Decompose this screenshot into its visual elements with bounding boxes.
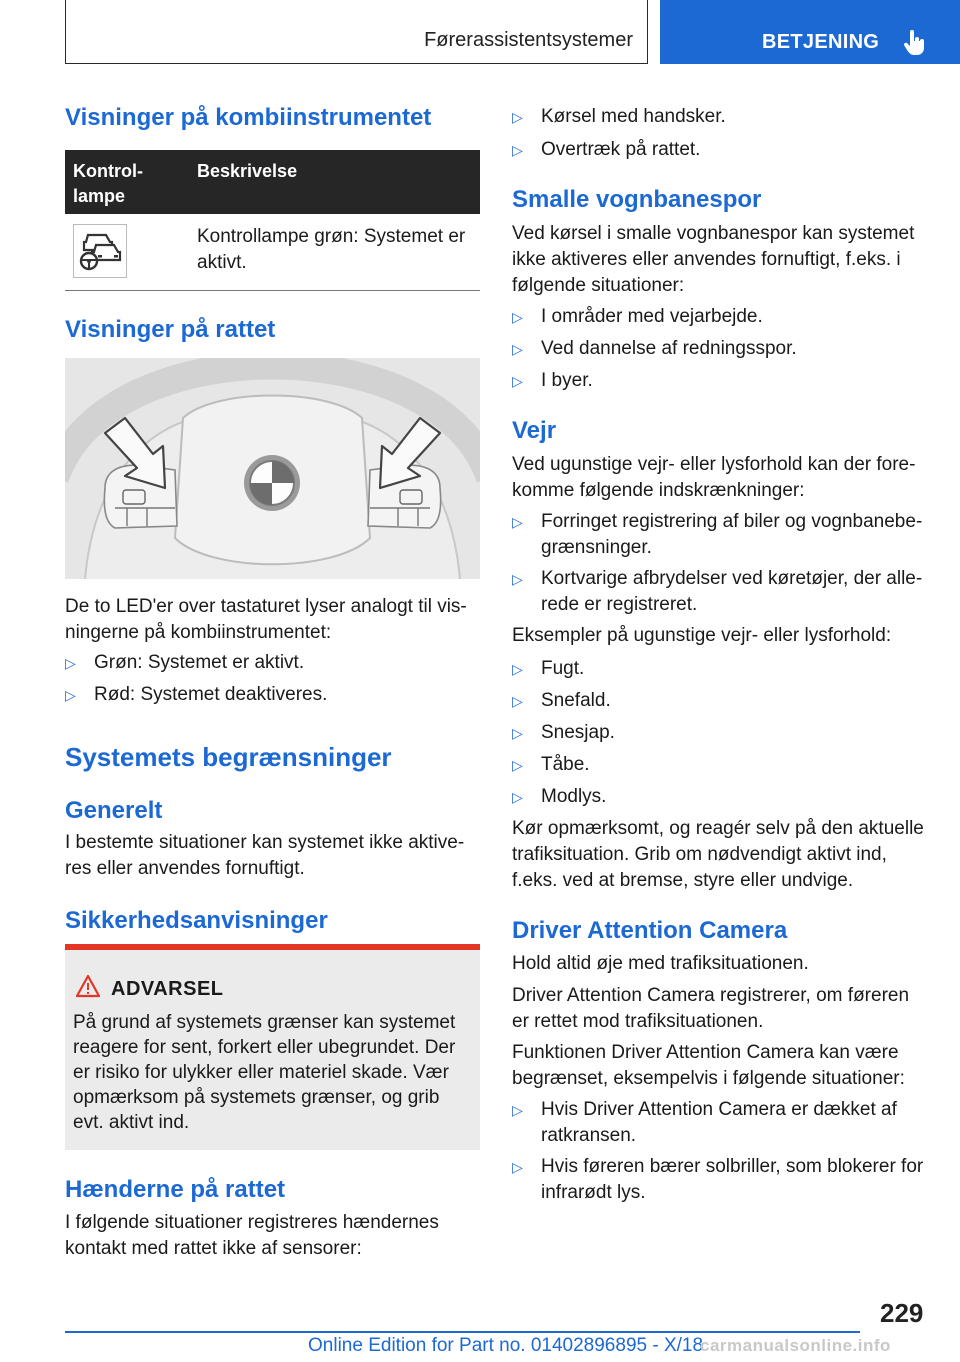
list-item [512, 784, 930, 810]
table-rule [65, 290, 480, 291]
list-item-text: Tåbe. [541, 754, 590, 775]
warning-title: ADVARSEL [111, 978, 224, 1000]
table-col-description: Beskrivelse [197, 161, 298, 181]
heading-safety: Sikkerhedsanvisninger [65, 907, 328, 934]
header-section-box [65, 0, 648, 64]
examples-paragraph: Eksempler på ugunstige vejr- eller lysforhold: [512, 625, 892, 646]
hand-pointer-icon [903, 30, 925, 56]
triangle-bullet-icon: ▷ [512, 142, 523, 158]
list-item [512, 304, 930, 330]
triangle-bullet-icon: ▷ [512, 757, 523, 773]
list-item [512, 509, 930, 561]
list-item [512, 752, 930, 778]
steering-wheel-illustration [65, 358, 480, 579]
triangle-bullet-icon: ▷ [512, 1102, 523, 1118]
lane-assist-lamp-icon [73, 224, 127, 278]
list-item-text: Kortvarige afbrydelser ved køretøjer, der alle-rede er registreret. [541, 568, 923, 615]
watermark-logo: carmanualsonline.info [700, 1336, 891, 1355]
footer-edition: Online Edition for Part no. 01402896895 - X/18 [308, 1335, 704, 1356]
narrow-paragraph: Ved kørsel i smalle vognbanespor kan systemet ikke aktiveres eller anvendes fornuftigt, f.eks. i følgende situationer: [512, 223, 915, 296]
triangle-bullet-icon: ▷ [512, 789, 523, 805]
list-item [512, 104, 930, 130]
list-item-text: I byer. [541, 370, 593, 391]
warning-body: På grund af systemets grænser kan systemet reagere for sent, forkert eller ubegrundet. Der er risiko for ulykker eller materiel skade. Vær opmærksom på systemets grænser, og grib evt. aktivt ind. [73, 1012, 456, 1133]
attention-paragraph: Kør opmærksomt, og reagér selv på den aktuelle trafiksituation. Grib om nødvendigt aktivt ind, f.eks. ved at bremse, styre eller undvige. [512, 818, 924, 891]
list-item-text: Snesjap. [541, 722, 615, 743]
triangle-bullet-icon: ▷ [512, 514, 523, 530]
triangle-bullet-icon: ▷ [512, 309, 523, 325]
footer-rule [65, 1331, 860, 1333]
general-paragraph: I bestemte situationer kan systemet ikke aktive-res eller anvendes fornuftigt. [65, 832, 465, 879]
heading-camera: Driver Attention Camera [512, 917, 788, 944]
camera-paragraph-2: Driver Attention Camera registrerer, om føreren er rettet mod trafiksituationen. [512, 985, 910, 1032]
heading-narrow-lanes: Smalle vognbanespor [512, 186, 762, 213]
list-item-text: I områder med vejarbejde. [541, 306, 763, 327]
table-row-description: Kontrollampe grøn: Systemet er aktivt. [197, 226, 466, 273]
heading-weather: Vejr [512, 417, 557, 444]
header-tab-label: BETJENING [762, 31, 880, 53]
list-item-text: Fugt. [541, 658, 585, 679]
list-item-text: Hvis Driver Attention Camera er dækket af ratkransen. [541, 1099, 897, 1146]
hands-paragraph: I følgende situationer registreres hændernes kontakt med rattet ikke af sensorer: [65, 1212, 439, 1259]
triangle-bullet-icon: ▷ [512, 109, 523, 125]
list-item-text: Forringet registrering af biler og vognbanebe-grænsninger. [541, 511, 923, 558]
header-section-title: Førerassistentsystemer [424, 29, 633, 51]
warning-box [65, 944, 480, 1150]
list-item [65, 682, 480, 708]
list-item [512, 566, 930, 618]
camera-paragraph-1: Hold altid øje med trafiksituationen. [512, 953, 809, 974]
page-number: 229 [880, 1298, 924, 1328]
triangle-bullet-icon: ▷ [512, 661, 523, 677]
triangle-bullet-icon: ▷ [512, 341, 523, 357]
list-item [512, 688, 930, 714]
triangle-bullet-icon: ▷ [512, 571, 523, 587]
list-item [512, 1154, 930, 1206]
triangle-bullet-icon: ▷ [512, 725, 523, 741]
list-item [512, 1097, 930, 1149]
list-item [65, 650, 480, 676]
triangle-bullet-icon: ▷ [512, 1159, 523, 1175]
camera-paragraph-3: Funktionen Driver Attention Camera kan være begrænset, eksempelvis i følgende situationer: [512, 1042, 905, 1089]
triangle-bullet-icon: ▷ [65, 687, 76, 703]
list-item-text: Hvis føreren bærer solbriller, som blokerer for infrarødt lys. [541, 1156, 924, 1203]
table-header [65, 150, 480, 214]
triangle-bullet-icon: ▷ [65, 655, 76, 671]
table-col-lamp [73, 159, 143, 209]
list-item-text: Ved dannelse af redningsspor. [541, 338, 797, 359]
list-item [512, 720, 930, 746]
triangle-bullet-icon: ▷ [512, 693, 523, 709]
list-item-text: Snefald. [541, 690, 611, 711]
weather-paragraph: Ved ugunstige vejr- eller lysforhold kan der fore-komme følgende indskrænkninger: [512, 454, 916, 501]
list-item [512, 137, 930, 163]
table-col-lamp-label: Kontrol- lampe [73, 161, 143, 206]
triangle-bullet-icon: ▷ [512, 373, 523, 389]
heading-indicators: Visninger på kombiinstrumentet [65, 104, 432, 131]
list-item-text: Modlys. [541, 786, 607, 807]
list-item-text: Kørsel med handsker. [541, 106, 726, 127]
heading-general: Generelt [65, 797, 163, 824]
warning-triangle-icon [75, 974, 101, 998]
heading-hands: Hænderne på rattet [65, 1176, 286, 1203]
heading-limits: Systemets begrænsninger [65, 742, 392, 772]
header-tab[interactable] [660, 0, 960, 64]
heading-wheel-indicators: Visninger på rattet [65, 316, 276, 343]
list-item-text: Overtræk på rattet. [541, 139, 701, 160]
list-item [512, 656, 930, 682]
list-item-text: Rød: Systemet deaktiveres. [94, 684, 328, 705]
list-item-text: Grøn: Systemet er aktivt. [94, 652, 305, 673]
list-item [512, 368, 930, 394]
wheel-paragraph: De to LED'er over tastaturet lyser analogt til vis-ningerne på kombiinstrumentet: [65, 596, 467, 643]
list-item [512, 336, 930, 362]
